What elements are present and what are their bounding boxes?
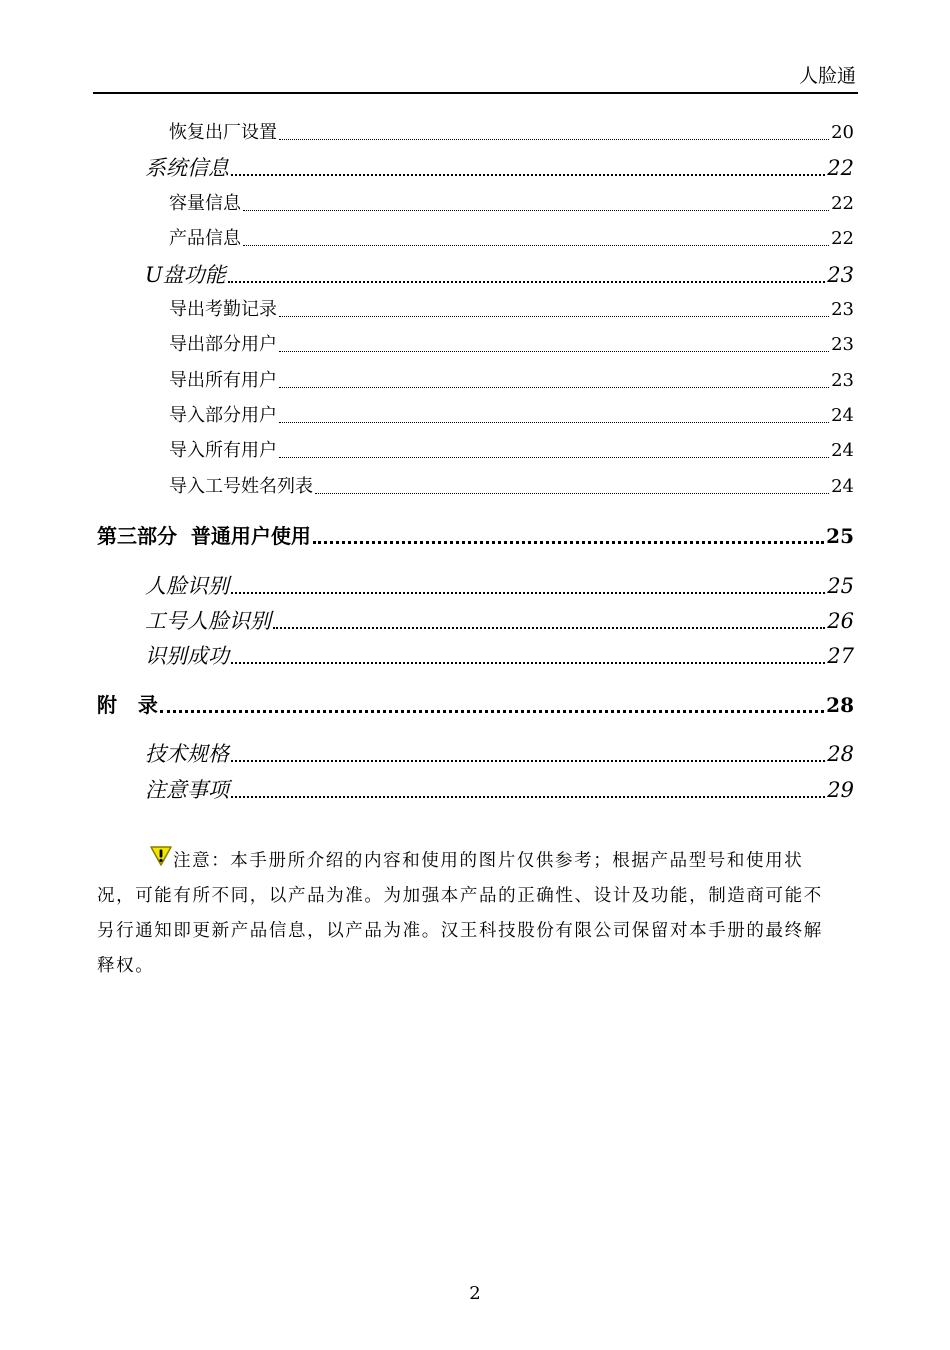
toc-entry-page: 22 <box>831 228 854 249</box>
toc-leader-dots <box>279 422 829 423</box>
toc-entry[interactable] <box>169 118 854 148</box>
page-number: 2 <box>469 1283 481 1304</box>
toc-entry-page: 24 <box>831 440 854 461</box>
toc-entry[interactable] <box>169 295 854 325</box>
toc-entry[interactable] <box>145 260 854 290</box>
toc-entry-title: 技术规格 <box>145 742 229 766</box>
toc-entry[interactable] <box>169 436 854 466</box>
toc-entry-title: 工号人脸识别 <box>145 609 271 633</box>
toc-entry-title: 恢复出厂设置 <box>169 122 277 143</box>
toc-leader-dots <box>243 245 829 246</box>
toc-entry-page: 23 <box>827 263 854 287</box>
toc-entry-title: 导入所有用户 <box>169 440 277 461</box>
toc-entry[interactable] <box>145 571 854 601</box>
toc-leader-dots <box>279 316 829 317</box>
toc-entry-page: 25 <box>827 574 854 598</box>
toc-entry-page: 22 <box>827 156 854 180</box>
toc-entry[interactable] <box>169 224 854 254</box>
toc-entry[interactable] <box>169 366 854 396</box>
toc-entry-title: 导出考勤记录 <box>169 299 277 320</box>
toc-entry-page: 25 <box>826 524 854 548</box>
running-header-title: 人脸通 <box>798 65 856 87</box>
toc-entry-page: 23 <box>831 299 854 320</box>
toc-entry-title: 附 录 <box>97 693 158 717</box>
toc-leader-dots <box>160 710 824 713</box>
toc-entry-page: 28 <box>827 742 854 766</box>
toc-entry-page: 24 <box>831 476 854 497</box>
toc-leader-dots <box>279 387 829 388</box>
toc-entry[interactable] <box>145 153 854 183</box>
toc-entry[interactable] <box>145 739 854 769</box>
toc-leader-dots <box>315 493 829 494</box>
warning-icon <box>149 844 173 868</box>
toc-leader-dots <box>313 541 824 544</box>
toc-entry[interactable] <box>169 401 854 431</box>
toc-leader-dots <box>243 210 829 211</box>
toc-entry-title: 产品信息 <box>169 228 241 249</box>
toc-entry-title: 容量信息 <box>169 193 241 214</box>
toc-leader-dots <box>228 281 826 283</box>
toc-entry-title: 系统信息 <box>145 156 229 180</box>
toc-entry-page: 23 <box>831 370 854 391</box>
toc-entry[interactable] <box>145 641 854 671</box>
toc-entry-page: 29 <box>827 778 854 802</box>
toc-entry-title: 导出所有用户 <box>169 370 277 391</box>
toc-entry-title: U盘功能 <box>145 263 226 287</box>
toc-entry-title: 导出部分用户 <box>169 334 277 355</box>
toc-entry-page: 28 <box>826 693 854 717</box>
toc-entry-page: 26 <box>827 609 854 633</box>
toc-entry-title: 注意事项 <box>145 778 229 802</box>
toc-entry-page: 27 <box>827 644 854 668</box>
toc-leader-dots <box>279 457 829 458</box>
toc-leader-dots <box>231 796 825 798</box>
toc-entry-page: 22 <box>831 193 854 214</box>
toc-leader-dots <box>279 139 829 140</box>
toc-entry-title: 导入部分用户 <box>169 405 277 426</box>
toc-entry[interactable] <box>169 189 854 219</box>
toc-leader-dots <box>273 627 825 629</box>
toc-leader-dots <box>231 592 825 594</box>
toc-leader-dots <box>231 662 825 664</box>
toc-entry[interactable] <box>145 606 854 636</box>
toc-entry[interactable] <box>97 521 854 551</box>
disclaimer-text: 注意：本手册所介绍的内容和使用的图片仅供参考；根据产品型号和使用状况，可能有所不同，以产品为准。为加强本产品的正确性、设计及功能，制造商可能不另行通知即更新产品信息，以产品为准。汉王科技股份有限公司保留对本手册的最终解释权。 <box>97 851 823 976</box>
toc-entry-page: 23 <box>831 334 854 355</box>
toc-entry-page: 20 <box>831 122 854 143</box>
toc-entry[interactable] <box>169 472 854 502</box>
toc-entry-title: 导入工号姓名列表 <box>169 476 313 497</box>
toc-entry[interactable] <box>97 690 854 720</box>
header-rule <box>93 92 858 94</box>
disclaimer-note <box>97 844 837 984</box>
toc-entry-title: 第三部分 普通用户使用 <box>97 524 311 548</box>
toc-entry[interactable] <box>169 330 854 360</box>
toc-entry-title: 识别成功 <box>145 644 229 668</box>
toc-leader-dots <box>231 760 825 762</box>
toc-leader-dots <box>279 351 829 352</box>
toc-entry[interactable] <box>145 775 854 805</box>
toc-entry-page: 24 <box>831 405 854 426</box>
toc-leader-dots <box>231 174 825 176</box>
toc-entry-title: 人脸识别 <box>145 574 229 598</box>
